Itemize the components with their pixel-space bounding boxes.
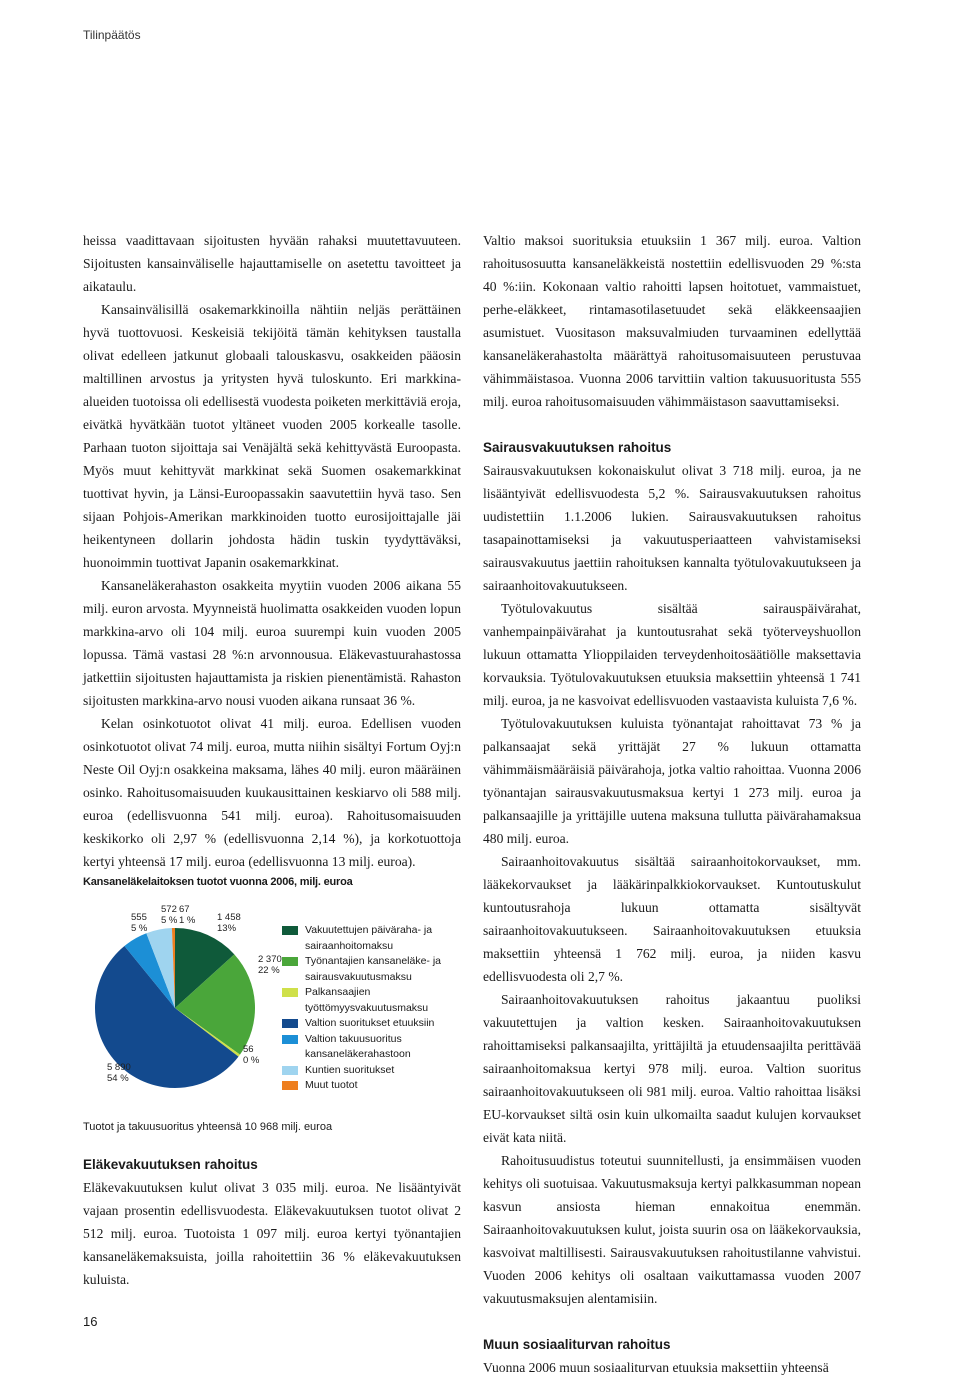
section-heading: Eläkevakuutuksen rahoitus bbox=[83, 1157, 258, 1172]
chart-footnote: Tuotot ja takuusuoritus yhteensä 10 968 milj. euroa bbox=[83, 1121, 333, 1133]
paragraph: Kansainvälisillä osakemarkkinoilla nähtiin neljäs perättäinen hyvä tuottovuosi. Keskeisiä tekijöitä tämän kehityksen taustalla olivat edelleen jatkunut globaali talouskasvu, osakkeiden pääosin maltillinen arvostus ja yritysten hyvä tuloskunto. Eri markkina-alueiden tuotoissa oli edellisestä vuodesta poiketen merkittäviä eroja, eivätkä hyvätkään tuotot yltäneet vuoden 2005 korkealle tasolle. Parhaan tuoton sijoittaja sai Venäjältä sekä kehittyvästä Euroopasta. Myös muut kehittyvät markkinat sekä Suomen osakemarkkinat tuottivat hyvin, ja Länsi-Euroopassakin saavutettiin hyvä taso. Sen sijaan Pohjois-Amerikan markkinoiden tuotto eurosijoittajalle jäi heikentyneen dollarin johdosta hädin tuskin tyydyttäväksi, huonoimmin tuottivat Japanin osakemarkkinat. bbox=[83, 302, 461, 570]
legend-swatch bbox=[282, 988, 298, 997]
paragraph: Rahoitusuudistus toteutui suunnitellusti, ja ensimmäisen vuoden kehitys oli suotuisaa. Vakuutusmaksuja kertyi palkkasumman nopean kasvun ansiosta hieman ennakoitua enemmän. Sairaanhoitovakuutuksen kulut, joista suurin osa on lääkekorvauksia, kasvoivat maltillisesti. Sairausvakuutuksen rahoitustilanne vahvistui. Vuoden 2006 kehitys oli osaltaan vaikuttamassa vuoden 2007 vakuutusmaksujen alentamisiin. bbox=[483, 1153, 861, 1306]
pie-percent-label: 0 % bbox=[243, 1055, 260, 1066]
paragraph: Sairaanhoitovakuutus sisältää sairaanhoitokorvaukset, mm. lääkekorvaukset ja lääkärinpalkkiokorvaukset. Kuntoutuskulut kuntoutusrahoja lukuun ottamatta sisältyvät sairaanhoitovakuutukseen. Sairaanhoitovakuutuksen etuuksia maksettiin yhteensä 1 762 milj. euroa, ja niiden kasvu edellisvuodesta oli 2,7 %. bbox=[483, 854, 861, 984]
pie-value-label: 67 bbox=[179, 904, 190, 915]
section-heading: Muun sosiaaliturvan rahoitus bbox=[483, 1337, 671, 1352]
legend-item bbox=[282, 1063, 472, 1079]
pie-chart bbox=[83, 900, 283, 1115]
legend-label: Valtion suoritukset etuuksiin bbox=[305, 1017, 435, 1029]
paragraph: Työtulovakuutus sisältää sairauspäivärahat, vanhempainpäivärahat ja kuntoutusrahat sekä työterveyshuollon lukuun ottamatta Ylioppilaiden terveydenhoitosäätiölle maksettavia korvauksia. Työtulovakuutuksen etuuksia maksettiin yhteensä 1 741 milj. euroa, ja ne kasvoivat edellisvuoden vastaavista kuluista 7,6 %. bbox=[483, 601, 861, 708]
chart-title: Kansaneläkelaitoksen tuotot vuonna 2006, milj. euroa bbox=[83, 876, 353, 888]
paragraph: Valtio maksoi suorituksia etuuksiin 1 367 milj. euroa. Valtion rahoitusosuutta kansaneläkkeistä nostettiin edellisvuoden 29 %:sta 40 %:iin. Kokonaan valtio rahoitti lapsen hoitotuet, vammaistuet, perhe-eläkkeet, rintamasotilasetuudet sekä eläkkeensaajien asumistuet. Vuositason maksuvalmiuden turvaaminen edellyttää kansaneläkerahastolta määrättyä rahoitusomaisuuteen perustuvaa vähimmäistasoa. Vuonna 2006 tarvittiin valtion takuusuoritusta 555 milj. euroa rahoitusomaisuuden vähimmäistason saavuttamiseksi. bbox=[483, 233, 861, 409]
pie-percent-label: 5 % bbox=[131, 923, 148, 934]
pie-percent-label: 22 % bbox=[258, 965, 280, 976]
legend-label: Kuntien suoritukset bbox=[305, 1063, 395, 1076]
legend-item bbox=[282, 1078, 472, 1094]
pie-percent-label: 13% bbox=[217, 923, 237, 934]
legend-swatch bbox=[282, 957, 298, 966]
paragraph: Työtulovakuutuksen kuluista työnantajat rahoittavat 73 % ja palkansaajat sekä yrittäjät 27 % lukuun ottamatta vähimmäismääräisiä päivärahoja, jotka valtio rahoittaa. Vuonna 2006 työnantajan sairausvakuutusmaksua kertyi 1 273 milj. euroa ja palkansaajille ja yrittäjille uutena maksuna tullutta päivärahamaksua 480 milj. euroa. bbox=[483, 716, 861, 846]
legend-label: Palkansaajien työttömyysvakuutusmaksu bbox=[305, 986, 429, 1014]
legend-label: Valtion takuusuoritus kansaneläkerahastoon bbox=[305, 1032, 411, 1060]
legend-swatch bbox=[282, 1019, 298, 1028]
pie-value-label: 5 890 bbox=[107, 1062, 131, 1073]
legend-item bbox=[282, 1032, 472, 1063]
section-heading: Sairausvakuutuksen rahoitus bbox=[483, 440, 672, 455]
left-column bbox=[83, 229, 461, 873]
pie-value-label: 56 bbox=[243, 1044, 254, 1055]
legend-swatch bbox=[282, 926, 298, 935]
pie-value-label: 572 bbox=[161, 904, 177, 915]
chart-legend bbox=[282, 923, 472, 1094]
right-column bbox=[483, 229, 861, 1379]
paragraph: Vuonna 2006 muun sosiaaliturvan etuuksia maksettiin yhteensä bbox=[483, 1360, 829, 1375]
paragraph: Eläkevakuutuksen kulut olivat 3 035 milj. euroa. Ne lisääntyivät vajaan prosentin edellisvuodesta. Eläkevakuutuksen tuotot olivat 2 512 milj. euroa. Tuotoista 1 097 milj. euroa kertyi työnantajien kansaneläkemaksuista, joilla rahoitettiin 36 % eläkevakuutuksen kuluista. bbox=[83, 1180, 461, 1287]
paragraph: Kansaneläkerahaston osakkeita myytiin vuoden 2006 aikana 55 milj. euron arvosta. Myynneistä huolimatta osakkeiden vuoden lopun markkina-arvo oli 104 milj. euroa suurempi kuin vuoden 2005 lopussa. Tämä vastasi 28 %:n arvonnousua. Eläkevastuurahastossa jatkettiin sijoitusten hajauttamista ja riskien pienentämistä. Rahaston sijoitusten markkina-arvo nousi vuoden aikana runsaat 36 %. bbox=[83, 578, 461, 708]
legend-item bbox=[282, 985, 472, 1016]
page-number: 16 bbox=[83, 1314, 98, 1329]
legend-swatch bbox=[282, 1081, 298, 1090]
legend-item bbox=[282, 923, 472, 954]
running-header: Tilinpäätös bbox=[83, 28, 141, 42]
legend-swatch bbox=[282, 1066, 298, 1075]
paragraph: heissa vaadittavaan sijoitusten hyvään rahaksi muutettavuuteen. Sijoitusten kansainväliselle hajauttamiselle on asetettu tavoitteet ja aikataulu. bbox=[83, 233, 461, 294]
paragraph: Sairausvakuutuksen kokonaiskulut olivat 3 718 milj. euroa, ja ne lisääntyivät edellisvuodesta 5,2 %. Sairausvakuutuksen rahoitus uudistettiin 1.1.2006 lukien. Sairausvakuutuksen rahoitus tasapainottamiseksi ja vakuutusperiaatteen vahvistamiseksi sairausvakuutus jaettiin rahoituksen kannalta työtulovakuutukseen ja sairaanhoitovakuutukseen. bbox=[483, 463, 861, 593]
legend-label: Vakuutettujen päiväraha- ja sairaanhoitomaksu bbox=[305, 924, 433, 952]
pension-section bbox=[83, 1153, 461, 1291]
pie-percent-label: 5 % bbox=[161, 915, 178, 926]
paragraph: Sairaanhoitovakuutuksen rahoitus jakaantuu puoliksi vakuutettujen ja valtion kesken. Sairaanhoitovakuutuksen rahoittamiseksi palkansaajilta, yrittäjiltä ja etuudensaajilta perittävää sairaanhoitomaksua kertyi 978 milj. euroa. Valtion suoritus sairaanhoitovakuutukseen oli 981 milj. euroa. Valtio rahoittaa lisäksi EU-korvaukset siltä osin kuin ulkomailta saadut kulujen korvaukset eivät kata niitä. bbox=[483, 992, 861, 1145]
legend-swatch bbox=[282, 1035, 298, 1044]
pie-percent-label: 1 % bbox=[179, 915, 196, 926]
pie-value-label: 1 458 bbox=[217, 912, 241, 923]
legend-label: Työnantajien kansaneläke- ja sairausvakuutusmaksu bbox=[305, 955, 442, 983]
legend-label: Muut tuotot bbox=[305, 1079, 358, 1091]
pie-value-label: 555 bbox=[131, 912, 147, 923]
legend-item bbox=[282, 954, 472, 985]
pie-value-label: 2 370 bbox=[258, 954, 282, 965]
paragraph: Kelan osinkotuotot olivat 41 milj. euroa. Edellisen vuoden osinkotuotot olivat 74 milj. euroa, mutta niihin sisältyi Fortum Oyj:n Neste Oil Oyj:n osakkeina maksama, lähes 40 milj. euron määräinen osinko. Rahoitusomaisuuden kuukausittainen keskiarvo oli 588 milj. euroa (edellisvuonna 541 milj. euroa). Rahoitusomaisuuden keskikorko oli 2,97 % (edellisvuonna 2,14 %), ja korkotuottoja kertyi yhteensä 17 milj. euroa (edellisvuonna 13 milj. euroa). bbox=[83, 716, 461, 869]
legend-item bbox=[282, 1016, 472, 1032]
pie-percent-label: 54 % bbox=[107, 1073, 129, 1084]
